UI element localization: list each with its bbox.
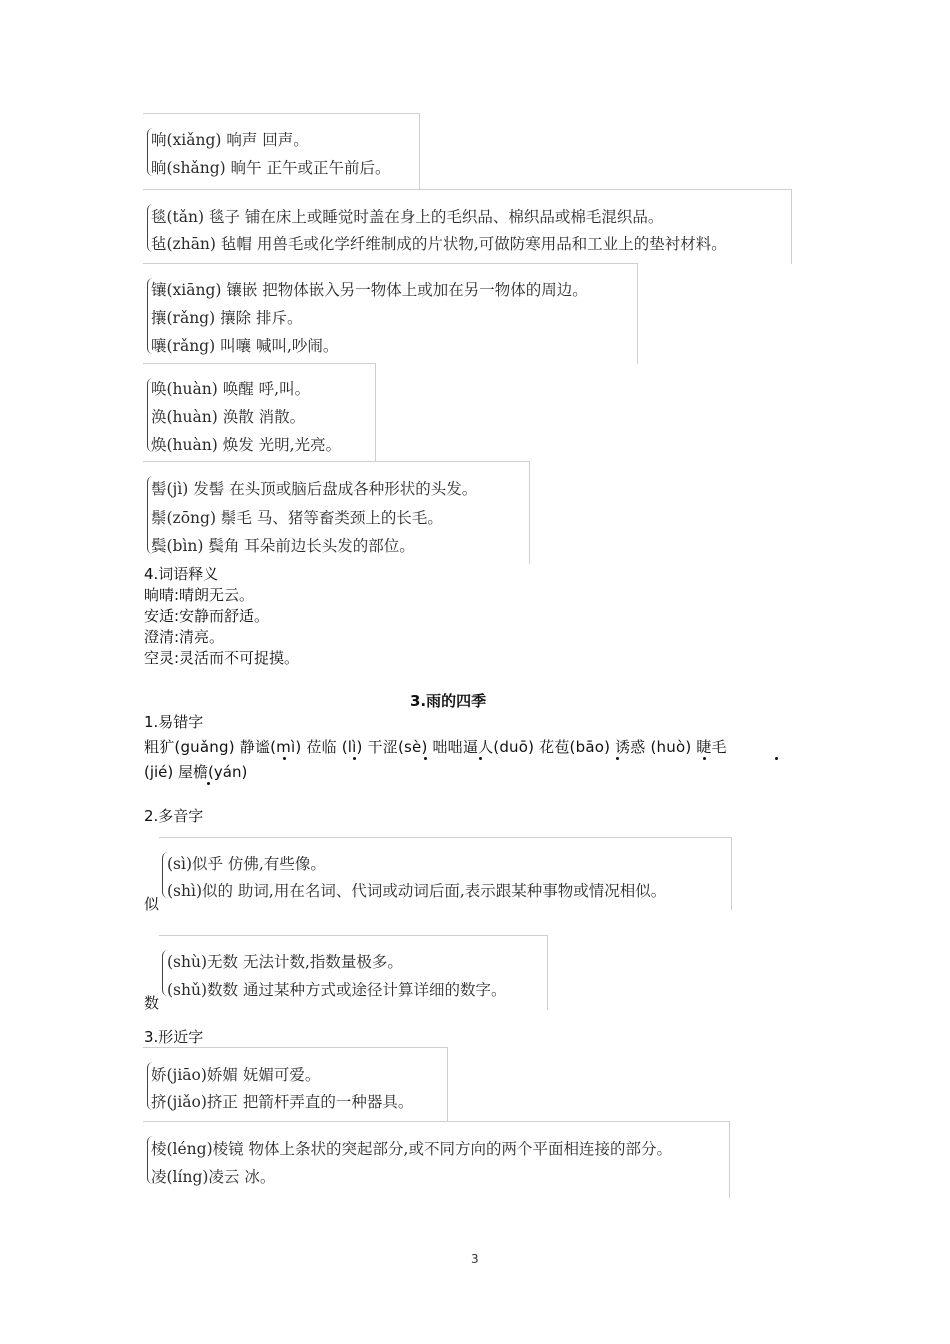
definition-item: 澄清:清亮。: [144, 628, 225, 646]
page-number: 3: [471, 1252, 479, 1266]
word-box-1: [143, 113, 420, 190]
box-row: 毡(zhān) 毡帽 用兽毛或化学纤维制成的片状物,可做防寒用品和工业上的垫衬材料。: [151, 235, 727, 253]
polyphone-box-1: [159, 837, 732, 910]
emphasis-dot: [424, 757, 427, 760]
box-row: 唤(huàn) 唤醒 呼,叫。: [151, 380, 311, 398]
polyphone-box-2: [159, 935, 548, 1010]
box-row: 毯(tǎn) 毯子 铺在床上或睡觉时盖在身上的毛织品、棉织品或棉毛混织品。: [151, 208, 664, 226]
emphasis-dot: [703, 757, 706, 760]
section-heading: 3.形近字: [144, 1028, 204, 1046]
box-row: 鬓(bìn) 鬓角 耳朵前边长头发的部位。: [151, 537, 415, 555]
emphasis-dot: [616, 757, 619, 760]
definition-item: 空灵:灵活而不可捉摸。: [144, 649, 300, 667]
section-heading: 2.多音字: [144, 807, 204, 825]
polyphone-char: 似: [144, 895, 160, 913]
word-box-4: [143, 363, 376, 462]
box-row: (shì)似的 助词,用在名词、代词或动词后面,表示跟某种事物或情况相似。: [167, 882, 667, 900]
emphasis-dot: [283, 757, 286, 760]
box-row: 晌(shǎng) 晌午 正午或正午前后。: [151, 159, 391, 177]
box-row: 凌(líng)凌云 冰。: [151, 1168, 276, 1186]
box-row: (shù)无数 无法计数,指数量极多。: [167, 953, 403, 971]
error-prone-line: 粗犷(guǎng) 静谧(mì) 莅临 (lì) 干涩(sè) 咄咄逼人(duō) 花苞(bāo) 诱惑 (huò) 睫毛: [144, 738, 727, 756]
box-row: 嚷(rǎng) 叫嚷 喊叫,吵闹。: [151, 337, 339, 355]
box-row: 响(xiǎng) 响声 回声。: [151, 131, 309, 149]
box-row: 髻(jì) 发髻 在头顶或脑后盘成各种形状的头发。: [151, 480, 478, 498]
box-row: 焕(huàn) 焕发 光明,光亮。: [151, 436, 342, 454]
section-heading: 4.词语释义: [144, 565, 219, 583]
box-row: 涣(huàn) 涣散 消散。: [151, 408, 306, 426]
box-row: 镶(xiāng) 镶嵌 把物体嵌入另一物体上或加在另一物体的周边。: [151, 281, 588, 299]
section-heading: 1.易错字: [144, 713, 204, 731]
box-row: 娇(jiāo)娇媚 妩媚可爱。: [151, 1066, 321, 1084]
box-row: (sì)似乎 仿佛,有些像。: [167, 855, 326, 873]
error-prone-line: (jié) 屋檐(yán): [144, 763, 248, 781]
emphasis-dot: [353, 757, 356, 760]
box-row: 挤(jiǎo)挤正 把箭杆弄直的一种器具。: [151, 1093, 414, 1111]
emphasis-dot: [775, 757, 778, 760]
similar-box-2: [143, 1121, 730, 1198]
box-row: 棱(léng)棱镜 物体上条状的突起部分,或不同方向的两个平面相连接的部分。: [151, 1140, 672, 1158]
word-box-3: [143, 263, 638, 364]
lesson-title: 3.雨的四季: [410, 692, 487, 710]
emphasis-dot: [479, 757, 482, 760]
emphasis-dot: [207, 782, 210, 785]
box-row: 攘(rǎng) 攘除 排斥。: [151, 309, 303, 327]
definition-item: 晌晴:晴朗无云。: [144, 586, 255, 604]
word-box-2: [143, 189, 792, 264]
box-row: (shǔ)数数 通过某种方式或途径计算详细的数字。: [167, 981, 507, 999]
polyphone-char: 数: [144, 994, 160, 1012]
box-row: 鬃(zōng) 鬃毛 马、猪等畜类颈上的长毛。: [151, 509, 443, 527]
similar-box-1: [143, 1047, 448, 1122]
definition-item: 安适:安静而舒适。: [144, 607, 270, 625]
word-box-5: [143, 461, 530, 564]
